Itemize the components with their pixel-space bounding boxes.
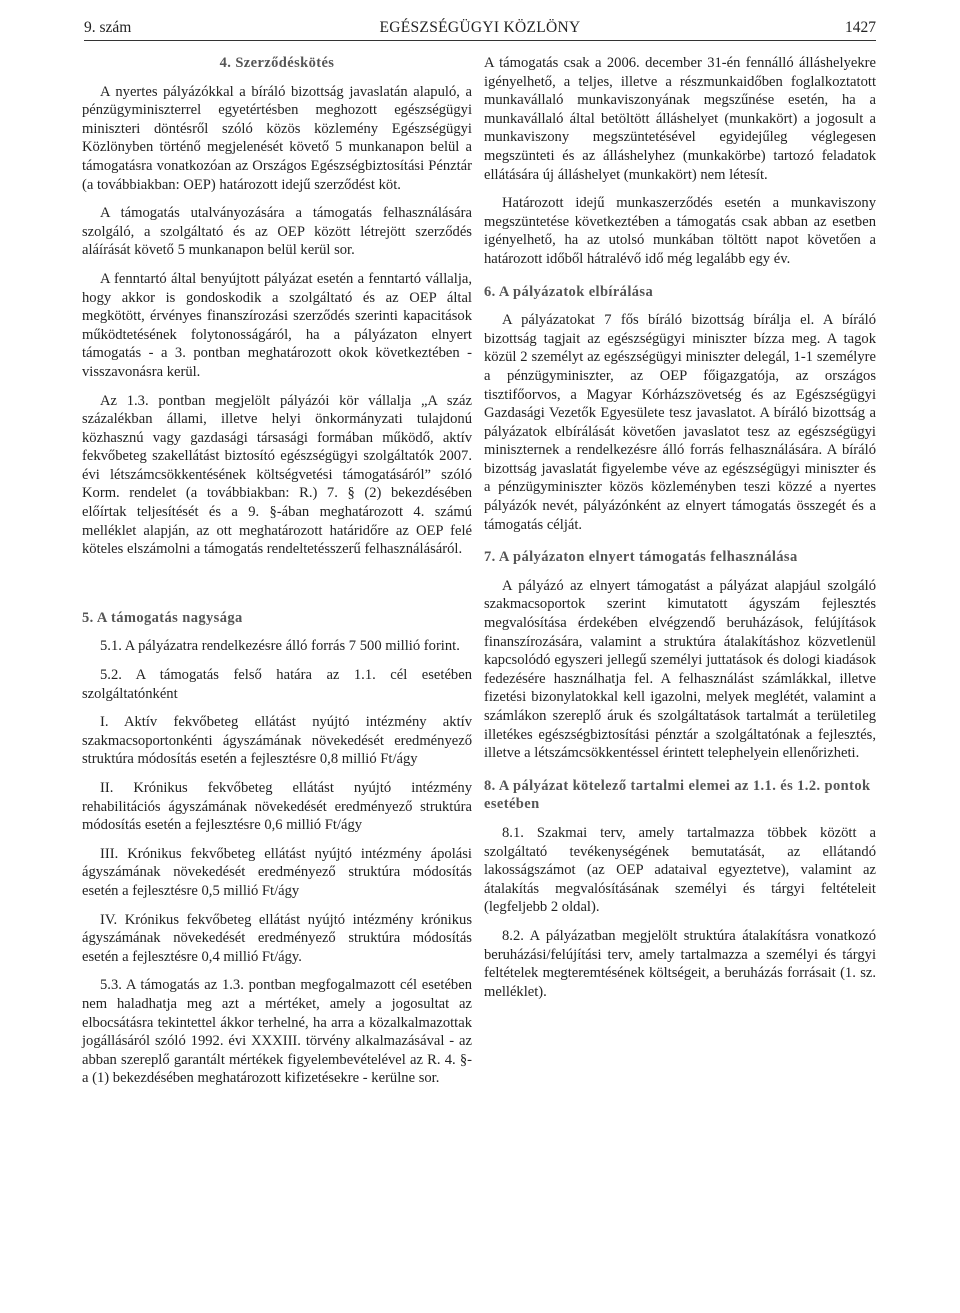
- left-column: [82, 54, 472, 1098]
- section-8-heading: 8. A pályázat kötelező tartalmi elemei az 1.1. és 1.2. pontok esetében: [484, 777, 871, 813]
- paragraph: A pályázó az elnyert támogatást a pályázat alapjául szolgáló szakmacsoportok szerint kimutatott ágyszám fejlesztés megvalósítása érdekében elvégzendő beruházások, felújítások finanszírozására, valamint a struktúra átalakításhoz közvetlenül kapcsolódó egyszeri jellegű személyi juttatások és dologi kiadások fedezésére használhatja fel. A felhasználást számlákkal, illetve fizetési bizonylatokkal kell igazolni, melyek meglétét, valamint a számlákon szereplő áruk és szolgáltatások tartalmát a területileg illetékes egészségbiztosítási pénztár a szolgáltatónak a fejlesztés, illetve a létszámcsökkentéssel érintett telephelyein ellenőrizheti.: [484, 577, 876, 762]
- paragraph: IV. Krónikus fekvőbeteg ellátást nyújtó intézmény krónikus ágyszámának növekedését eredményező struktúra módosítás esetén a fejlesztésre 0,4 millió Ft/ágy.: [82, 911, 472, 965]
- paragraph: A nyertes pályázókkal a bíráló bizottság javaslatán alapuló, a pénzügyminiszterrel egyetértésben meghozott egészségügyi miniszteri döntésről szóló közös közlemény Egészségügyi Közlönyben történő megjelenését követő 5 munkanapon belül a támogatásra vonatkozóan az Országos Egészségbiztosítási Pénztár (a továbbiakban: OEP) határozott idejű szerződést köt.: [82, 83, 472, 193]
- paragraph: 8.2. A pályázatban megjelölt struktúra átalakításra vonatkozó beruházási/felújítási terv, amely tartalmazza a személyi és tárgyi feltételek megteremtésének költségeit, a beruházás forrásait (1. sz. melléklet).: [484, 927, 876, 1000]
- paragraph: A fenntartó által benyújtott pályázat esetén a fenntartó vállalja, hogy akkor is gondoskodik a szolgáltató és az OEP által megkötött, érvényes finanszírozási szerződés szerinti kapacitások működtetésének folytonosságáról, ha a pályázaton elnyert támogatás - a 3. pontban meghatározott okok következtében - visszavonásra kerül.: [82, 270, 472, 380]
- paragraph: I. Aktív fekvőbeteg ellátást nyújtó intézmény aktív szakmacsoportonkénti ágyszámának növekedését eredményező struktúra módosítás esetén a fejlesztésre 0,8 millió Ft/ágy: [82, 714, 472, 768]
- section-6-heading: 6. A pályázatok elbírálása: [484, 283, 654, 300]
- paragraph: III. Krónikus fekvőbeteg ellátást nyújtó intézmény ápolási ágyszámának növekedését eredményező struktúra módosítás esetén a fejlesztésre 0,5 millió Ft/ágy: [82, 845, 472, 899]
- right-column: [484, 54, 876, 1011]
- section-7-heading: 7. A pályázaton elnyert támogatás felhasználása: [484, 549, 798, 566]
- spacer: [82, 569, 472, 609]
- page-header: [84, 18, 876, 41]
- page-number: 1427: [845, 19, 876, 36]
- paragraph: A támogatás csak a 2006. december 31-én fennálló álláshelyekre igényelhető, a teljes, illetve a részmunkaidőben foglalkoztatott munkavállaló munkaviszonyának megszűnése esetén, ha a munkavállaló által betöltött álláshelyet (munkakört) a jogosult a munkaviszony megszüntetésével egyidejűleg véglegesen megszünteti és az álláshelyhez (munkakörbe) tartozó feladatok ellátására új álláshelyet (munkakört) nem létesít.: [484, 55, 876, 183]
- paragraph: 5.2. A támogatás felső határa az 1.1. cél esetében szolgáltatónként: [82, 667, 472, 702]
- paragraph: Az 1.3. pontban megjelölt pályázói kör vállalja „A száz százalékban állami, illetve helyi önkormányzati tulajdonú közhasznú vagy gazdasági társasági formában működő, aktív fekvőbeteg szakellátást biztosító egészségügyi szolgáltatók 2007. évi létszámcsökkentésének költségvetési támogatásáról” szóló Korm. rendelet (a továbbiakban: R.) 7. § (2) bekezdésében előírtak teljesítését és a 9. §-ában meghatározott 4. számú melléklet alapján, az ott meghatározott határidőre az OEP felé köteles elszámolni a támogatás rendeltetésszerű felhasználásáról.: [82, 392, 472, 558]
- paragraph: II. Krónikus fekvőbeteg ellátást nyújtó intézmény rehabilitációs ágyszámának növekedését eredményező struktúra módosítás esetén a fejlesztésre 0,6 millió Ft/ágy: [82, 780, 472, 834]
- paragraph: 5.3. A támogatás az 1.3. pontban megfogalmazott cél esetében nem haladhatja meg azt a mértéket, amely a jogosultat az elbocsátásra tekintettel ákkor terhelné, ha arra a közalkalmazottak jogállásáról szóló 1992. évi XXXIII. törvény alkalmazásával - az abban szereplő garantált mértékek figyelembevételével az R. 4. §-a (1) bekezdésében meghatározott kifizetésekre - kerülne sor.: [82, 977, 472, 1087]
- paragraph: A támogatás utalványozására a támogatás felhasználására szolgáló, a szolgáltató és az OEP között létrejött szerződés aláírását követő 5 munkanapon belül kerül sor.: [82, 205, 472, 259]
- paragraph: 8.1. Szakmai terv, amely tartalmazza többek között a szolgáltató tevékenységének bemutatását, az ellátandó lakosságszámot (az OEP adataival egyeztetve), valamint az átalakítás megvalósításának személyi és tárgyi feltételeit (legfeljebb 2 oldal).: [484, 824, 876, 916]
- section-4-heading: 4. Szerződéskötés: [219, 55, 335, 71]
- paragraph: A pályázatokat 7 fős bíráló bizottság bírálja el. A bíráló bizottság tagjait az egészségügyi miniszter bízza meg. A tagok közül 2 személyt az egészségügyi miniszter delegál, 1-1 személyre a pénzügyminiszter, az OEP főigazgatója, az országos tisztifőorvos, a Magyar Kórházszövetség és az Egészségügyi Gazdasági Vezetők Egyesülete tesz javaslatot. A bíráló bizottság a pályázatok elbírálását követően javaslatot tesz az egészségügyi miniszternek a rendelkezésre álló forrás felhasználására. A bíráló bizottság javaslatát figyelembe véve az egészségügyi miniszter és a pénzügyminiszter közös közleményben teszi közzé a nyertes pályázók nevét, pályázónként az elnyert támogatás összegét és a támogatás célját.: [484, 312, 876, 533]
- section-5-heading: 5. A támogatás nagysága: [82, 609, 243, 626]
- paragraph: 5.1. A pályázatra rendelkezésre álló forrás 7 500 millió forint.: [100, 638, 460, 655]
- paragraph: Határozott idejű munkaszerződés esetén a munkaviszony megszüntetése következtében a támogatás csak abban az esetben igényelhető, ha az utolsó munkában töltött napot követően a határozott időből hátralévő idő még legalább egy év.: [484, 195, 876, 267]
- journal-title: EGÉSZSÉGÜGYI KÖZLÖNY: [379, 19, 581, 36]
- issue-number: 9. szám: [84, 19, 132, 36]
